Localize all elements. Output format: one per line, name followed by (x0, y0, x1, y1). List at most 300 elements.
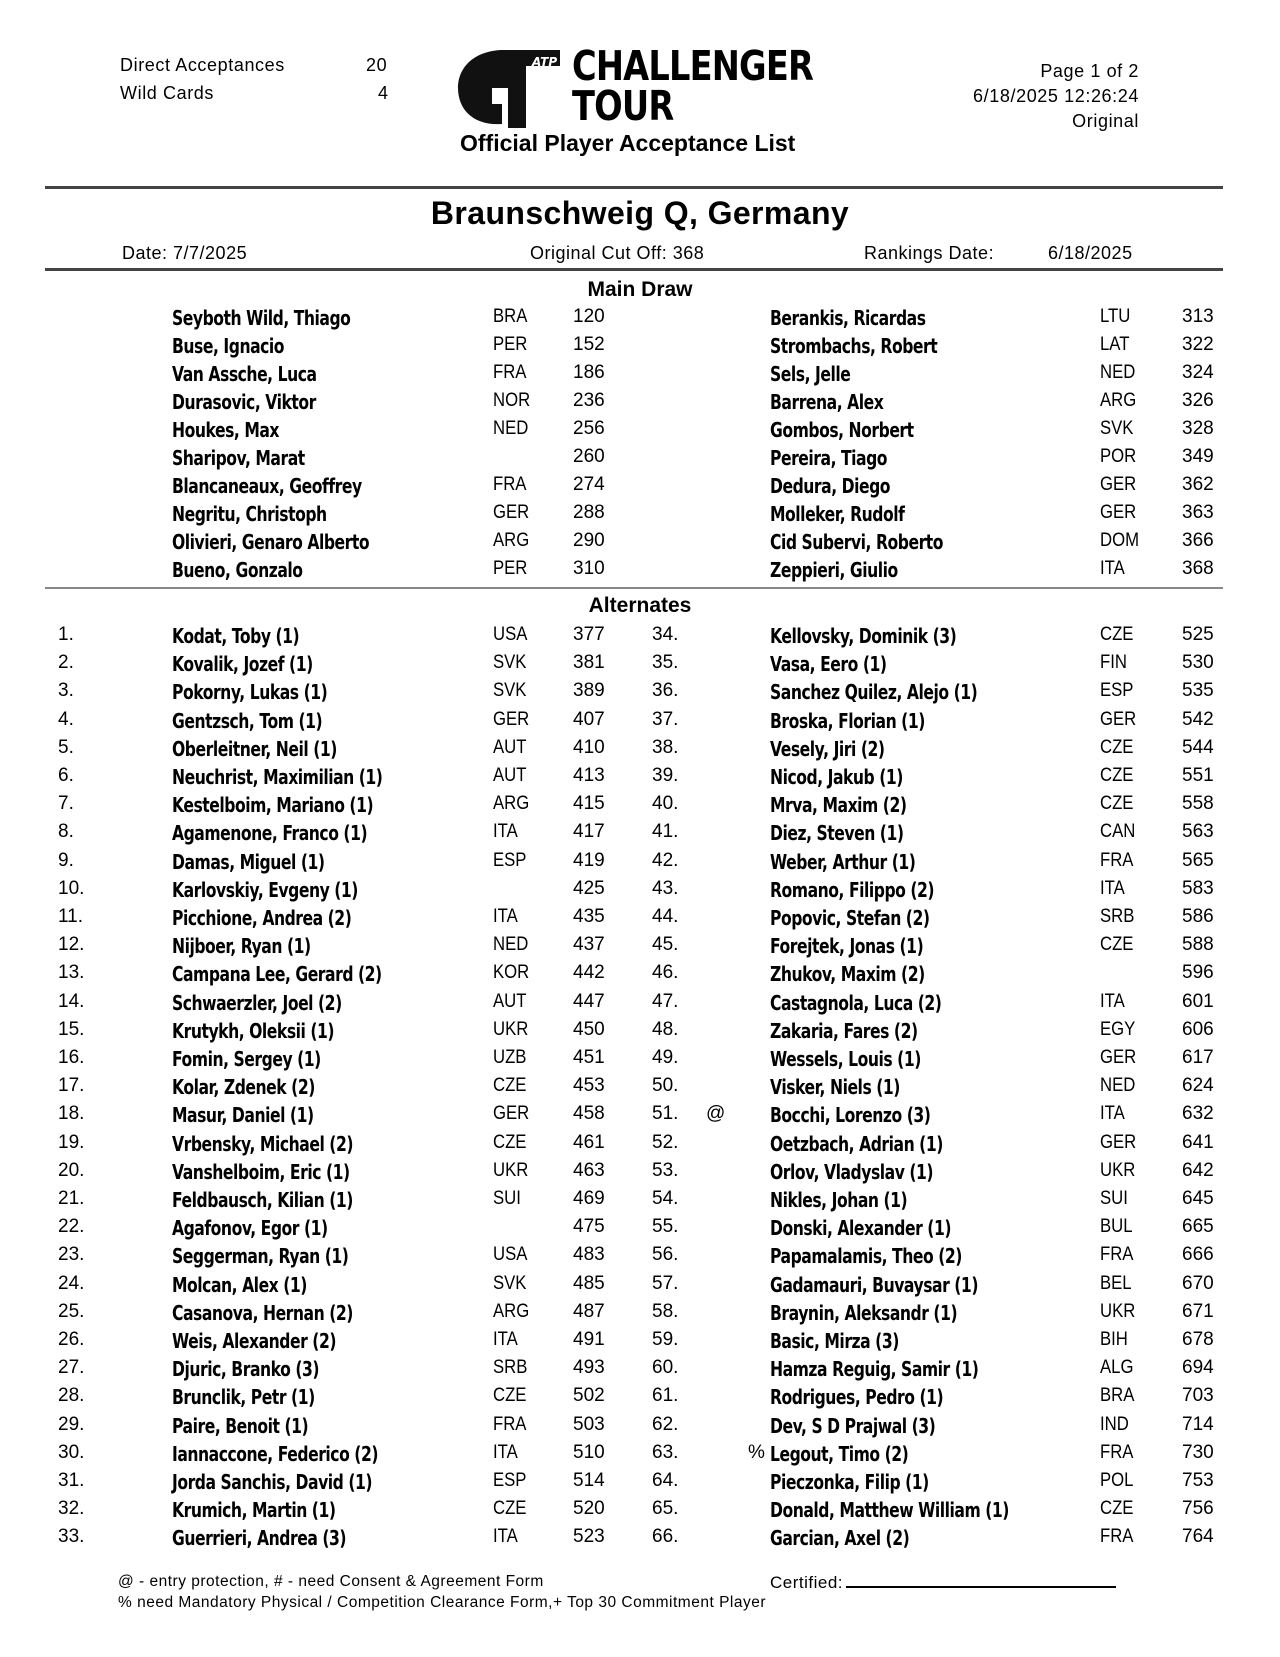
player-nationality: CZE (1100, 793, 1134, 814)
player-nationality: CZE (1100, 765, 1134, 786)
player-nationality: FRA (1100, 850, 1134, 871)
player-rank: 451 (573, 1047, 605, 1068)
tournament-date: Date: 7/7/2025 (122, 243, 248, 263)
player-name: Diez, Steven (1) (770, 821, 904, 845)
table-row (0, 737, 1280, 765)
player-name: Kestelboim, Mariano (1) (172, 793, 374, 817)
player-rank: 313 (1182, 306, 1214, 327)
player-rank: 186 (573, 362, 605, 383)
table-row (0, 390, 1280, 418)
player-rank: 542 (1182, 709, 1214, 730)
challenger-tour-logo (456, 42, 816, 132)
table-row (0, 821, 1280, 849)
table-row (0, 1470, 1280, 1498)
player-name: Fomin, Sergey (1) (172, 1047, 321, 1071)
player-nationality: ITA (493, 1442, 518, 1463)
player-rank: 437 (573, 934, 605, 955)
alternate-number: 23. (58, 1244, 85, 1265)
player-nationality: NED (493, 418, 529, 439)
player-nationality: FRA (493, 1414, 527, 1435)
table-row (0, 1301, 1280, 1329)
player-nationality: ESP (1100, 680, 1134, 701)
player-name: Weis, Alexander (2) (172, 1329, 337, 1353)
rankings-date-label: Rankings Date: (864, 243, 995, 263)
player-name: Berankis, Ricardas (770, 306, 926, 330)
player-name: Kolar, Zdenek (2) (172, 1075, 315, 1099)
player-rank: 563 (1182, 821, 1214, 842)
player-nationality: NED (493, 934, 529, 955)
table-row (0, 652, 1280, 680)
player-nationality: CZE (1100, 1498, 1134, 1519)
player-rank: 310 (573, 558, 605, 579)
player-name: Brunclik, Petr (1) (172, 1385, 315, 1409)
player-name: Papamalamis, Theo (2) (770, 1244, 962, 1268)
player-nationality: ESP (493, 850, 527, 871)
table-row (0, 680, 1280, 708)
table-row (0, 1273, 1280, 1301)
player-rank: 596 (1182, 962, 1214, 983)
player-nationality: SUI (493, 1188, 521, 1209)
player-name: Krumich, Martin (1) (172, 1498, 336, 1522)
alternate-number: 58. (652, 1301, 679, 1322)
player-nationality: CZE (493, 1385, 527, 1406)
player-rank: 419 (573, 850, 605, 871)
player-rank: 678 (1182, 1329, 1214, 1350)
alternate-number: 13. (58, 962, 85, 983)
table-row (0, 709, 1280, 737)
player-nationality: USA (493, 624, 528, 645)
player-name: Zakaria, Fares (2) (770, 1019, 918, 1043)
alternate-number: 6. (58, 765, 74, 786)
player-rank: 551 (1182, 765, 1214, 786)
player-name: Djuric, Branko (3) (172, 1357, 320, 1381)
player-rank: 565 (1182, 850, 1214, 871)
player-name: Zhukov, Maxim (2) (770, 962, 925, 986)
player-name: Paire, Benoit (1) (172, 1414, 309, 1438)
table-row (0, 362, 1280, 390)
alternate-number: 53. (652, 1160, 679, 1181)
player-nationality: CAN (1100, 821, 1136, 842)
entry-mark: @ (706, 1103, 726, 1124)
player-rank: 703 (1182, 1385, 1214, 1406)
player-rank: 260 (573, 446, 605, 467)
player-nationality: CZE (493, 1498, 527, 1519)
player-rank: 458 (573, 1103, 605, 1124)
player-name: Campana Lee, Gerard (2) (172, 962, 382, 986)
table-row (0, 418, 1280, 446)
player-nationality: UKR (493, 1019, 529, 1040)
player-rank: 491 (573, 1329, 605, 1350)
player-nationality: CZE (493, 1075, 527, 1096)
player-name: Legout, Timo (2) (770, 1442, 909, 1466)
table-row (0, 793, 1280, 821)
player-nationality: GER (493, 709, 530, 730)
alternate-number: 18. (58, 1103, 85, 1124)
player-rank: 322 (1182, 334, 1214, 355)
table-row (0, 1329, 1280, 1357)
player-rank: 417 (573, 821, 605, 842)
alternate-number: 31. (58, 1470, 85, 1491)
player-name: Oberleitner, Neil (1) (172, 737, 337, 761)
player-nationality: BRA (1100, 1385, 1135, 1406)
atp-logo-mark: ATP (532, 55, 558, 69)
alternates-heading: Alternates (588, 594, 692, 617)
player-name: Nikles, Johan (1) (770, 1188, 908, 1212)
player-rank: 469 (573, 1188, 605, 1209)
alternate-number: 55. (652, 1216, 679, 1237)
player-rank: 463 (573, 1160, 605, 1181)
player-rank: 624 (1182, 1075, 1214, 1096)
player-nationality: UKR (1100, 1301, 1136, 1322)
player-name: Van Assche, Luca (172, 362, 317, 386)
player-name: Durasovic, Viktor (172, 390, 316, 414)
player-rank: 520 (573, 1498, 605, 1519)
player-name: Pokorny, Lukas (1) (172, 680, 328, 704)
player-nationality: NED (1100, 362, 1136, 383)
alternate-number: 20. (58, 1160, 85, 1181)
player-nationality: ITA (1100, 991, 1125, 1012)
alternate-number: 2. (58, 652, 74, 673)
player-name: Sanchez Quilez, Alejo (1) (770, 680, 978, 704)
player-nationality: IND (1100, 1414, 1129, 1435)
alternate-number: 25. (58, 1301, 85, 1322)
player-nationality: PER (493, 558, 528, 579)
alternate-number: 60. (652, 1357, 679, 1378)
player-name: Krutykh, Oleksii (1) (172, 1019, 335, 1043)
player-name: Nijboer, Ryan (1) (172, 934, 311, 958)
player-name: Garcian, Axel (2) (770, 1526, 910, 1550)
entry-mark: % (748, 1442, 765, 1463)
player-name: Sels, Jelle (770, 362, 851, 386)
player-rank: 389 (573, 680, 605, 701)
alternate-number: 3. (58, 680, 74, 701)
player-nationality: ITA (493, 821, 518, 842)
player-name: Wessels, Louis (1) (770, 1047, 921, 1071)
player-rank: 368 (1182, 558, 1214, 579)
player-name: Basic, Mirza (3) (770, 1329, 899, 1353)
player-rank: 606 (1182, 1019, 1214, 1040)
player-rank: 544 (1182, 737, 1214, 758)
alternate-number: 24. (58, 1273, 85, 1294)
player-nationality: CZE (493, 1132, 527, 1153)
player-name: Bueno, Gonzalo (172, 558, 303, 582)
player-rank: 461 (573, 1132, 605, 1153)
player-nationality: PER (493, 334, 528, 355)
player-rank: 236 (573, 390, 605, 411)
player-name: Broska, Florian (1) (770, 709, 925, 733)
player-name: Cid Subervi, Roberto (770, 530, 944, 554)
alternate-number: 4. (58, 709, 74, 730)
player-rank: 290 (573, 530, 605, 551)
player-nationality: GER (1100, 1047, 1137, 1068)
player-nationality: BUL (1100, 1216, 1133, 1237)
table-row (0, 530, 1280, 558)
player-rank: 483 (573, 1244, 605, 1265)
player-name: Pereira, Tiago (770, 446, 888, 470)
player-nationality: ARG (493, 1301, 530, 1322)
alternate-number: 11. (58, 906, 84, 927)
table-row (0, 991, 1280, 1019)
player-name: Braynin, Aleksandr (1) (770, 1301, 958, 1325)
player-rank: 447 (573, 991, 605, 1012)
player-nationality: BIH (1100, 1329, 1128, 1350)
table-row (0, 934, 1280, 962)
player-nationality: SVK (493, 1273, 527, 1294)
player-name: Hamza Reguig, Samir (1) (770, 1357, 979, 1381)
player-rank: 377 (573, 624, 605, 645)
table-row (0, 962, 1280, 990)
player-name: Guerrieri, Andrea (3) (172, 1526, 347, 1550)
player-name: Molcan, Alex (1) (172, 1273, 307, 1297)
alternate-number: 15. (58, 1019, 85, 1040)
player-name: Rodrigues, Pedro (1) (770, 1385, 944, 1409)
alternate-number: 47. (652, 991, 679, 1012)
table-row (0, 1188, 1280, 1216)
player-rank: 588 (1182, 934, 1214, 955)
player-rank: 120 (573, 306, 605, 327)
table-row (0, 558, 1280, 586)
player-rank: 694 (1182, 1357, 1214, 1378)
player-rank: 586 (1182, 906, 1214, 927)
alternate-number: 1. (58, 624, 74, 645)
alternate-number: 10. (58, 878, 85, 899)
table-row (0, 1357, 1280, 1385)
player-rank: 410 (573, 737, 605, 758)
alternate-number: 57. (652, 1273, 679, 1294)
player-name: Molleker, Rudolf (770, 502, 905, 526)
alternate-number: 50. (652, 1075, 679, 1096)
player-name: Feldbausch, Kilian (1) (172, 1188, 353, 1212)
alternate-number: 49. (652, 1047, 679, 1068)
player-nationality: FRA (1100, 1526, 1134, 1547)
player-name: Agafonov, Egor (1) (172, 1216, 328, 1240)
player-name: Strombachs, Robert (770, 334, 938, 358)
alternate-number: 37. (652, 709, 679, 730)
player-name: Donald, Matthew William (1) (770, 1498, 1009, 1522)
player-nationality: ITA (493, 1329, 518, 1350)
alternate-number: 26. (58, 1329, 85, 1350)
player-nationality: FRA (1100, 1244, 1134, 1265)
player-name: Negritu, Christoph (172, 502, 327, 526)
player-name: Donski, Alexander (1) (770, 1216, 951, 1240)
certified-label: Certified: (770, 1573, 844, 1592)
player-nationality: LTU (1100, 306, 1131, 327)
player-rank: 381 (573, 652, 605, 673)
table-row (0, 1244, 1280, 1272)
alternate-number: 65. (652, 1498, 679, 1519)
player-name: Seggerman, Ryan (1) (172, 1244, 349, 1268)
alternate-number: 17. (58, 1075, 85, 1096)
player-rank: 523 (573, 1526, 605, 1547)
player-name: Visker, Niels (1) (770, 1075, 900, 1099)
player-nationality: NED (1100, 1075, 1136, 1096)
player-rank: 288 (573, 502, 605, 523)
table-row (0, 446, 1280, 474)
alternate-number: 27. (58, 1357, 85, 1378)
player-nationality: SVK (1100, 418, 1134, 439)
player-nationality: NOR (493, 390, 531, 411)
player-nationality: ARG (1100, 390, 1137, 411)
table-row (0, 1019, 1280, 1047)
main-draw-heading: Main Draw (587, 278, 693, 301)
player-nationality: FRA (493, 362, 527, 383)
player-name: Kellovsky, Dominik (3) (770, 624, 957, 648)
player-rank: 425 (573, 878, 605, 899)
player-nationality: ITA (1100, 1103, 1125, 1124)
player-rank: 407 (573, 709, 605, 730)
atp-logo-icon (456, 48, 566, 132)
footer-legend-line1: @ - entry protection, # - need Consent & Agreement Form (118, 1573, 544, 1590)
player-rank: 558 (1182, 793, 1214, 814)
table-row (0, 1103, 1280, 1131)
player-rank: 601 (1182, 991, 1214, 1012)
table-row (0, 1075, 1280, 1103)
player-name: Dev, S D Prajwal (3) (770, 1414, 936, 1438)
player-nationality: GER (493, 502, 530, 523)
player-name: Agamenone, Franco (1) (172, 821, 368, 845)
player-nationality: UZB (493, 1047, 527, 1068)
alternate-number: 51. (652, 1103, 679, 1124)
player-nationality: SRB (493, 1357, 528, 1378)
player-name: Kovalik, Jozef (1) (172, 652, 313, 676)
player-rank: 453 (573, 1075, 605, 1096)
alternate-number: 61. (652, 1385, 679, 1406)
player-nationality: POL (1100, 1470, 1134, 1491)
table-row (0, 1414, 1280, 1442)
table-row (0, 502, 1280, 530)
table-row (0, 906, 1280, 934)
player-rank: 256 (573, 418, 605, 439)
player-name: Karlovskiy, Evgeny (1) (172, 878, 358, 902)
player-rank: 641 (1182, 1132, 1214, 1153)
player-rank: 514 (573, 1470, 605, 1491)
player-name: Pieczonka, Filip (1) (770, 1470, 929, 1494)
alternate-number: 46. (652, 962, 679, 983)
alternate-number: 14. (58, 991, 85, 1012)
player-name: Casanova, Hernan (2) (172, 1301, 353, 1325)
alternate-number: 36. (652, 680, 679, 701)
alternate-number: 63. (652, 1442, 679, 1463)
player-rank: 617 (1182, 1047, 1214, 1068)
player-nationality: SRB (1100, 906, 1135, 927)
table-row (0, 624, 1280, 652)
player-rank: 442 (573, 962, 605, 983)
player-nationality: SUI (1100, 1188, 1128, 1209)
table-row (0, 1047, 1280, 1075)
player-name: Vasa, Eero (1) (770, 652, 887, 676)
player-rank: 349 (1182, 446, 1214, 467)
player-name: Zeppieri, Giulio (770, 558, 898, 582)
player-nationality: UKR (493, 1160, 529, 1181)
player-rank: 756 (1182, 1498, 1214, 1519)
alternate-number: 64. (652, 1470, 679, 1491)
alternate-number: 54. (652, 1188, 679, 1209)
player-name: Mrva, Maxim (2) (770, 793, 907, 817)
alternate-number: 43. (652, 878, 679, 899)
player-rank: 485 (573, 1273, 605, 1294)
player-name: Popovic, Stefan (2) (770, 906, 930, 930)
player-nationality: FRA (1100, 1442, 1134, 1463)
alternate-number: 44. (652, 906, 679, 927)
player-name: Neuchrist, Maximilian (1) (172, 765, 383, 789)
alternate-number: 29. (58, 1414, 85, 1435)
alternate-number: 19. (58, 1132, 85, 1153)
player-name: Masur, Daniel (1) (172, 1103, 314, 1127)
player-rank: 764 (1182, 1526, 1214, 1547)
player-name: Vrbensky, Michael (2) (172, 1132, 353, 1156)
table-row (0, 1498, 1280, 1526)
player-rank: 535 (1182, 680, 1214, 701)
player-rank: 415 (573, 793, 605, 814)
player-nationality: ITA (493, 906, 518, 927)
document-version: Original (1072, 111, 1139, 131)
alternate-number: 59. (652, 1329, 679, 1350)
player-rank: 502 (573, 1385, 605, 1406)
alternate-number: 41. (652, 821, 679, 842)
player-name: Romano, Filippo (2) (770, 878, 935, 902)
player-name: Schwaerzler, Joel (2) (172, 991, 342, 1015)
player-name: Gombos, Norbert (770, 418, 914, 442)
player-name: Damas, Miguel (1) (172, 850, 325, 874)
table-row (0, 850, 1280, 878)
document-subtitle: Official Player Acceptance List (460, 130, 796, 156)
player-nationality: ARG (493, 793, 530, 814)
player-nationality: ITA (1100, 558, 1125, 579)
player-name: Buse, Ignacio (172, 334, 285, 358)
player-name: Orlov, Vladyslav (1) (770, 1160, 934, 1184)
player-nationality: LAT (1100, 334, 1130, 355)
player-rank: 510 (573, 1442, 605, 1463)
alternate-number: 66. (652, 1526, 679, 1547)
logo-line-challenger: CHALLENGER (572, 42, 814, 90)
player-rank: 366 (1182, 530, 1214, 551)
alternate-number: 30. (58, 1442, 85, 1463)
table-row (0, 765, 1280, 793)
player-nationality: ESP (493, 1470, 527, 1491)
player-rank: 435 (573, 906, 605, 927)
player-name: Gadamauri, Buvaysar (1) (770, 1273, 978, 1297)
original-cutoff: Original Cut Off: 368 (530, 243, 705, 263)
player-name: Forejtek, Jonas (1) (770, 934, 924, 958)
player-rank: 328 (1182, 418, 1214, 439)
table-row (0, 306, 1280, 334)
alternate-number: 45. (652, 934, 679, 955)
generated-timestamp: 6/18/2025 12:26:24 (973, 86, 1139, 106)
player-rank: 671 (1182, 1301, 1214, 1322)
alternate-number: 56. (652, 1244, 679, 1265)
alternate-number: 39. (652, 765, 679, 786)
alternate-number: 62. (652, 1414, 679, 1435)
wild-cards-value: 4 (378, 83, 389, 103)
alternate-number: 16. (58, 1047, 85, 1068)
title-divider (45, 268, 1223, 271)
player-rank: 450 (573, 1019, 605, 1040)
alternate-number: 33. (58, 1526, 85, 1547)
player-name: Houkes, Max (172, 418, 280, 442)
player-nationality: BEL (1100, 1273, 1132, 1294)
rankings-date-value: 6/18/2025 (1048, 243, 1133, 263)
player-nationality: ITA (493, 1526, 518, 1547)
alternate-number: 28. (58, 1385, 85, 1406)
player-nationality: EGY (1100, 1019, 1136, 1040)
player-rank: 670 (1182, 1273, 1214, 1294)
player-name: Blancaneaux, Geoffrey (172, 474, 362, 498)
player-nationality: USA (493, 1244, 528, 1265)
player-nationality: SVK (493, 680, 527, 701)
player-nationality: GER (1100, 1132, 1137, 1153)
logo-line-tour: TOUR (572, 82, 674, 130)
player-rank: 714 (1182, 1414, 1214, 1435)
